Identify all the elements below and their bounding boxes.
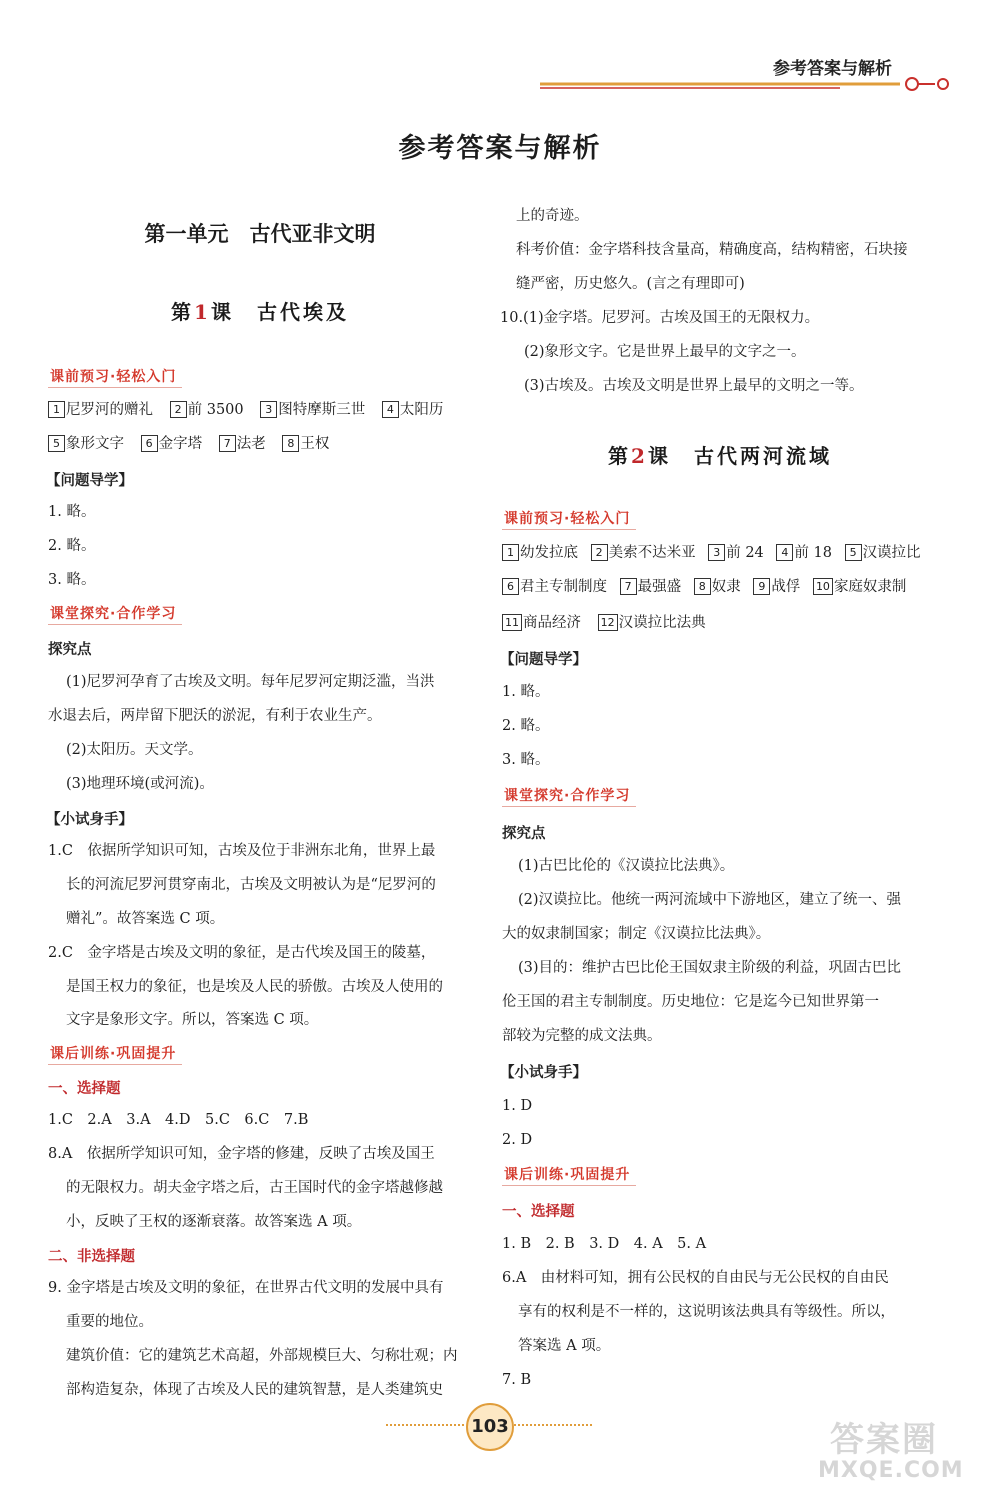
paragraph-line: 重要的地位。	[66, 1314, 153, 1330]
lesson1-class-tag: 课堂探究·合作学习	[48, 606, 182, 625]
lesson1-explore-heading: 探究点	[48, 642, 92, 658]
paragraph-line: 赠礼”。故答案选 C 项。	[66, 911, 225, 927]
lesson2-preview-row3: 11 商品经济 12 汉谟拉比法典	[502, 613, 718, 633]
lesson1-guide-heading: 【问题导学】	[46, 473, 133, 489]
paragraph-line: 建筑价值：它的建筑艺术高超，外部规模巨大、匀称壮观；内	[66, 1348, 458, 1364]
paragraph-line: 上的奇迹。	[516, 208, 589, 224]
paragraph-line: 是国王权力的象征，也是埃及人民的骄傲。古埃及人使用的	[66, 979, 443, 995]
paragraph-line: 10.(1)金字塔。尼罗河。古埃及国王的无限权力。	[500, 310, 820, 326]
lesson1-preview-tag: 课前预习·轻松入门	[48, 369, 182, 388]
lesson2-try-heading: 【小试身手】	[500, 1065, 587, 1081]
lesson2-choice-heading: 一、选择题	[502, 1204, 575, 1220]
lesson2-guide-heading: 【问题导学】	[500, 652, 587, 668]
list-item: 2. 略。	[48, 538, 96, 554]
paragraph-line: (1)尼罗河孕育了古埃及文明。每年尼罗河定期泛滥，当洪	[66, 674, 435, 690]
list-item: 2. D	[502, 1132, 533, 1148]
paragraph-line: 1.C 依据所学知识可知，古埃及位于非洲东北角，世界上最	[48, 843, 436, 859]
list-item: 2. 略。	[502, 718, 550, 734]
paragraph-line: 缝严密，历史悠久。(言之有理即可)	[516, 276, 745, 292]
list-item: 1. D	[502, 1098, 533, 1114]
lesson2-preview-tag: 课前预习·轻松入门	[502, 511, 636, 530]
lesson1-try-heading: 【小试身手】	[46, 812, 133, 828]
lesson2-title: 第2课 古代两河流域	[608, 444, 832, 468]
list-item: 1. 略。	[502, 684, 550, 700]
paragraph-line: 1.C 2.A 3.A 4.D 5.C 6.C 7.B	[48, 1112, 309, 1128]
unit-title: 第一单元 古代亚非文明	[144, 222, 376, 246]
paragraph-line: 9. 金字塔是古埃及文明的象征，在世界古代文明的发展中具有	[48, 1280, 444, 1296]
list-item: 3. 略。	[48, 572, 96, 588]
paragraph-line: 的无限权力。胡夫金字塔之后，古王国时代的金字塔越修越	[66, 1180, 443, 1196]
paragraph-line: (2)汉谟拉比。他统一两河流域中下游地区，建立了统一、强	[518, 892, 902, 908]
lesson1-preview-row1: 1 尼罗河的赠礼 2 前 3500 3 图特摩斯三世 4 太阳历	[48, 400, 455, 420]
footer-dots-left	[386, 1424, 464, 1426]
paragraph-line: (1)古巴比伦的《汉谟拉比法典》。	[518, 858, 735, 874]
paragraph-line: 伦王国的君主专制制度。历史地位：它是迄今已知世界第一	[502, 994, 879, 1010]
paragraph-line: 6.A 由材料可知，拥有公民权的自由民与无公民权的自由民	[502, 1270, 889, 1286]
page-title: 参考答案与解析	[398, 133, 602, 164]
lesson2-preview-row2: 6 君主专制制度 7 最强盛 8 奴隶 9 战俘 10 家庭奴隶制	[502, 577, 906, 597]
footer-dots-right	[514, 1424, 592, 1426]
list-item: 3. 略。	[502, 752, 550, 768]
paragraph-line: 长的河流尼罗河贯穿南北，古埃及文明被认为是“尼罗河的	[66, 877, 436, 893]
list-item: 1. 略。	[48, 504, 96, 520]
watermark-url: MXQE.COM	[818, 1458, 964, 1483]
header-ornament	[540, 74, 960, 94]
paragraph-line: 部构造复杂，体现了古埃及人民的建筑智慧，是人类建筑史	[66, 1382, 443, 1398]
paragraph-line: 文字是象形文字。所以，答案选 C 项。	[66, 1012, 319, 1028]
page-number: 103	[466, 1403, 514, 1451]
paragraph-line: 科考价值：金字塔科技含量高，精确度高，结构精密，石块接	[516, 242, 908, 258]
lesson1-preview-row2: 5 象形文字 6 金字塔 7 法老 8 王权	[48, 434, 341, 454]
lesson2-preview-row1: 1 幼发拉底 2 美索不达米亚 3 前 24 4 前 18 5 汉谟拉比	[502, 543, 921, 563]
paragraph-line: 7. B	[502, 1372, 532, 1388]
lesson2-class-tag: 课堂探究·合作学习	[502, 788, 636, 807]
paragraph-line: 部较为完整的成文法典。	[502, 1028, 662, 1044]
paragraph-line: (2)象形文字。它是世界上最早的文字之一。	[524, 344, 806, 360]
lesson2-explore-heading: 探究点	[502, 826, 546, 842]
paragraph-line: (3)古埃及。古埃及文明是世界上最早的文明之一等。	[524, 378, 864, 394]
paragraph-line: (3)地理环境(或河流)。	[66, 776, 214, 792]
lesson1-after-tag: 课后训练·巩固提升	[48, 1046, 182, 1065]
lesson2-after-tag: 课后训练·巩固提升	[502, 1167, 636, 1186]
paragraph-line: (2)太阳历。天文学。	[66, 742, 203, 758]
watermark-logo: 答案圈	[830, 1420, 938, 1460]
paragraph-line: 2.C 金字塔是古埃及文明的象征，是古代埃及国王的陵墓，	[48, 945, 436, 961]
paragraph-line: 1. B 2. B 3. D 4. A 5. A	[502, 1236, 707, 1252]
paragraph-line: 享有的权利是不一样的，这说明该法典具有等级性。所以，	[518, 1304, 895, 1320]
paragraph-line: 大的奴隶制国家；制定《汉谟拉比法典》。	[502, 926, 771, 942]
lesson1-nonchoice-heading: 二、非选择题	[48, 1249, 135, 1265]
paragraph-line: 小，反映了王权的逐渐衰落。故答案选 A 项。	[66, 1214, 362, 1230]
lesson1-choice-heading: 一、选择题	[48, 1081, 121, 1097]
paragraph-line: 水退去后，两岸留下肥沃的淤泥，有利于农业生产。	[48, 708, 382, 724]
header-title: 参考答案与解析	[773, 59, 892, 79]
paragraph-line: (3)目的：维护古巴比伦王国奴隶主阶级的利益，巩固古巴比	[518, 960, 902, 976]
paragraph-line: 8.A 依据所学知识可知，金字塔的修建，反映了古埃及国王	[48, 1146, 435, 1162]
paragraph-line: 答案选 A 项。	[518, 1338, 611, 1354]
lesson1-title: 第1课 古代埃及	[171, 300, 349, 324]
